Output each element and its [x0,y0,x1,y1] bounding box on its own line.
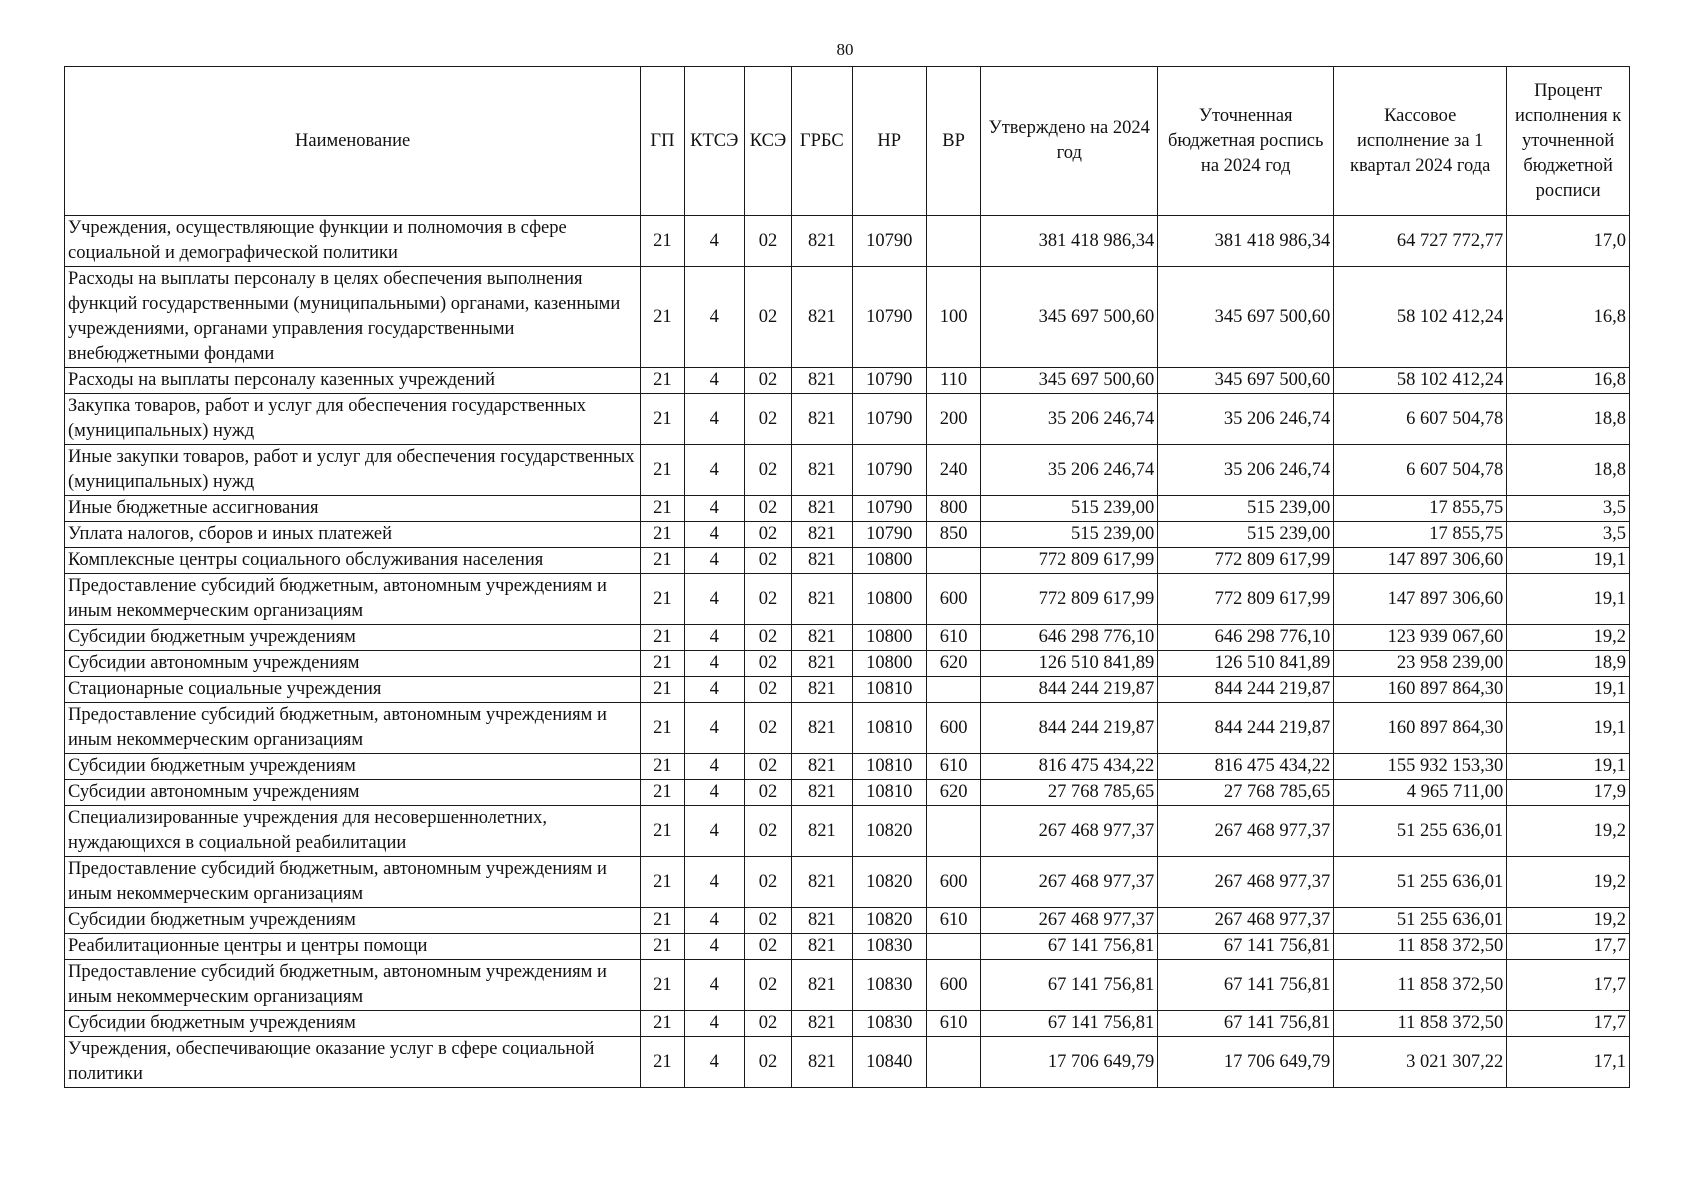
cell-approved: 267 468 977,37 [981,806,1158,857]
cell-nr: 10820 [852,857,926,908]
cell-approved: 381 418 986,34 [981,216,1158,267]
cell-grbs: 821 [792,754,852,780]
cell-nr: 10800 [852,625,926,651]
cell-approved: 772 809 617,99 [981,548,1158,574]
cell-ktse: 4 [684,754,744,780]
cell-approved: 345 697 500,60 [981,368,1158,394]
cell-approved: 27 768 785,65 [981,780,1158,806]
cell-gp: 21 [641,1011,684,1037]
cell-refined: 772 809 617,99 [1158,548,1334,574]
cell-refined: 67 141 756,81 [1158,1011,1334,1037]
cell-refined: 126 510 841,89 [1158,651,1334,677]
cell-ktse: 4 [684,574,744,625]
cell-kse: 02 [744,806,791,857]
header-vr: ВР [926,67,980,216]
cell-percent: 17,1 [1507,1037,1630,1088]
cell-name: Предоставление субсидий бюджетным, автономным учреждениям и иным некоммерческим организациям [65,960,641,1011]
cell-percent: 3,5 [1507,496,1630,522]
cell-grbs: 821 [792,625,852,651]
cell-cash: 17 855,75 [1334,496,1507,522]
cell-name: Субсидии бюджетным учреждениям [65,754,641,780]
cell-vr [926,216,980,267]
cell-approved: 267 468 977,37 [981,857,1158,908]
cell-vr [926,806,980,857]
header-percent: Процент исполнения к уточненной бюджетной росписи [1507,67,1630,216]
cell-nr: 10820 [852,806,926,857]
cell-cash: 147 897 306,60 [1334,574,1507,625]
cell-gp: 21 [641,267,684,368]
header-gp: ГП [641,67,684,216]
cell-nr: 10790 [852,445,926,496]
cell-nr: 10800 [852,651,926,677]
cell-gp: 21 [641,806,684,857]
cell-vr: 620 [926,780,980,806]
cell-vr [926,548,980,574]
cell-ktse: 4 [684,548,744,574]
cell-refined: 345 697 500,60 [1158,267,1334,368]
cell-refined: 816 475 434,22 [1158,754,1334,780]
cell-refined: 267 468 977,37 [1158,806,1334,857]
cell-nr: 10800 [852,574,926,625]
cell-grbs: 821 [792,267,852,368]
cell-kse: 02 [744,548,791,574]
cell-refined: 381 418 986,34 [1158,216,1334,267]
cell-ktse: 4 [684,651,744,677]
cell-cash: 4 965 711,00 [1334,780,1507,806]
cell-nr: 10790 [852,394,926,445]
cell-cash: 17 855,75 [1334,522,1507,548]
header-row [65,67,1630,216]
cell-refined: 267 468 977,37 [1158,908,1334,934]
cell-vr: 850 [926,522,980,548]
cell-refined: 67 141 756,81 [1158,960,1334,1011]
table-row [65,445,1630,496]
cell-ktse: 4 [684,908,744,934]
cell-nr: 10830 [852,934,926,960]
table-row [65,780,1630,806]
cell-cash: 147 897 306,60 [1334,548,1507,574]
cell-approved: 345 697 500,60 [981,267,1158,368]
cell-refined: 27 768 785,65 [1158,780,1334,806]
cell-grbs: 821 [792,548,852,574]
cell-cash: 51 255 636,01 [1334,908,1507,934]
cell-gp: 21 [641,625,684,651]
cell-vr: 600 [926,960,980,1011]
cell-kse: 02 [744,960,791,1011]
cell-ktse: 4 [684,960,744,1011]
header-refined: Уточненная бюджетная роспись на 2024 год [1158,67,1334,216]
table-row [65,625,1630,651]
table-row [65,574,1630,625]
cell-approved: 844 244 219,87 [981,677,1158,703]
cell-approved: 17 706 649,79 [981,1037,1158,1088]
cell-grbs: 821 [792,934,852,960]
cell-vr: 620 [926,651,980,677]
cell-ktse: 4 [684,857,744,908]
cell-refined: 35 206 246,74 [1158,445,1334,496]
cell-name: Учреждения, обеспечивающие оказание услуг в сфере социальной политики [65,1037,641,1088]
table-row [65,394,1630,445]
cell-approved: 67 141 756,81 [981,934,1158,960]
cell-name: Стационарные социальные учреждения [65,677,641,703]
table-row [65,857,1630,908]
cell-nr: 10790 [852,267,926,368]
table-row [65,960,1630,1011]
cell-name: Учреждения, осуществляющие функции и полномочия в сфере социальной и демографической политики [65,216,641,267]
cell-gp: 21 [641,677,684,703]
cell-name: Субсидии автономным учреждениям [65,651,641,677]
header-cash: Кассовое исполнение за 1 квартал 2024 года [1334,67,1507,216]
header-approved: Утверждено на 2024 год [981,67,1158,216]
cell-approved: 772 809 617,99 [981,574,1158,625]
cell-approved: 816 475 434,22 [981,754,1158,780]
cell-approved: 844 244 219,87 [981,703,1158,754]
cell-kse: 02 [744,496,791,522]
cell-kse: 02 [744,857,791,908]
cell-name: Реабилитационные центры и центры помощи [65,934,641,960]
cell-cash: 6 607 504,78 [1334,445,1507,496]
cell-grbs: 821 [792,806,852,857]
cell-vr: 110 [926,368,980,394]
cell-approved: 35 206 246,74 [981,445,1158,496]
cell-percent: 19,2 [1507,625,1630,651]
cell-kse: 02 [744,934,791,960]
cell-cash: 123 939 067,60 [1334,625,1507,651]
cell-nr: 10810 [852,677,926,703]
cell-nr: 10800 [852,548,926,574]
table-row [65,703,1630,754]
cell-nr: 10790 [852,216,926,267]
cell-gp: 21 [641,368,684,394]
cell-percent: 3,5 [1507,522,1630,548]
cell-percent: 19,2 [1507,857,1630,908]
cell-refined: 67 141 756,81 [1158,934,1334,960]
cell-percent: 17,7 [1507,934,1630,960]
cell-name: Иные закупки товаров, работ и услуг для обеспечения государственных (муниципальных) нужд [65,445,641,496]
cell-kse: 02 [744,216,791,267]
cell-ktse: 4 [684,496,744,522]
cell-kse: 02 [744,574,791,625]
cell-percent: 19,1 [1507,548,1630,574]
cell-kse: 02 [744,625,791,651]
cell-approved: 267 468 977,37 [981,908,1158,934]
cell-approved: 515 239,00 [981,522,1158,548]
cell-gp: 21 [641,445,684,496]
cell-ktse: 4 [684,394,744,445]
cell-percent: 19,2 [1507,908,1630,934]
cell-kse: 02 [744,522,791,548]
table-row [65,548,1630,574]
cell-nr: 10830 [852,960,926,1011]
cell-percent: 17,0 [1507,216,1630,267]
cell-name: Предоставление субсидий бюджетным, автономным учреждениям и иным некоммерческим организациям [65,703,641,754]
cell-grbs: 821 [792,574,852,625]
cell-kse: 02 [744,394,791,445]
cell-name: Иные бюджетные ассигнования [65,496,641,522]
cell-vr: 200 [926,394,980,445]
cell-name: Расходы на выплаты персоналу в целях обеспечения выполнения функций государственными (муниципальными) органами, казенными учреждениями, органами управления государственными внебюджетными фондами [65,267,641,368]
header-ktse: КТСЭ [684,67,744,216]
cell-cash: 11 858 372,50 [1334,1011,1507,1037]
cell-vr: 610 [926,908,980,934]
cell-vr: 600 [926,703,980,754]
cell-vr: 600 [926,857,980,908]
cell-cash: 23 958 239,00 [1334,651,1507,677]
cell-nr: 10810 [852,754,926,780]
cell-name: Субсидии автономным учреждениям [65,780,641,806]
cell-nr: 10810 [852,703,926,754]
cell-grbs: 821 [792,960,852,1011]
cell-percent: 17,7 [1507,1011,1630,1037]
cell-percent: 19,1 [1507,703,1630,754]
cell-gp: 21 [641,703,684,754]
cell-ktse: 4 [684,522,744,548]
cell-refined: 35 206 246,74 [1158,394,1334,445]
cell-nr: 10790 [852,496,926,522]
table-row [65,496,1630,522]
header-kse: КСЭ [744,67,791,216]
cell-vr: 610 [926,754,980,780]
cell-ktse: 4 [684,934,744,960]
table-row [65,1037,1630,1088]
cell-vr: 600 [926,574,980,625]
cell-refined: 267 468 977,37 [1158,857,1334,908]
header-grbs: ГРБС [792,67,852,216]
cell-percent: 18,8 [1507,445,1630,496]
cell-kse: 02 [744,703,791,754]
cell-vr: 240 [926,445,980,496]
cell-cash: 58 102 412,24 [1334,267,1507,368]
cell-vr: 610 [926,1011,980,1037]
cell-nr: 10790 [852,522,926,548]
cell-kse: 02 [744,651,791,677]
header-name: Наименование [65,67,641,216]
cell-vr [926,934,980,960]
cell-ktse: 4 [684,806,744,857]
cell-approved: 67 141 756,81 [981,960,1158,1011]
cell-vr [926,677,980,703]
cell-name: Специализированные учреждения для несовершеннолетних, нуждающихся в социальной реабилитации [65,806,641,857]
cell-refined: 17 706 649,79 [1158,1037,1334,1088]
cell-ktse: 4 [684,703,744,754]
cell-refined: 515 239,00 [1158,496,1334,522]
cell-kse: 02 [744,267,791,368]
cell-kse: 02 [744,780,791,806]
cell-grbs: 821 [792,1037,852,1088]
table-row [65,908,1630,934]
cell-ktse: 4 [684,780,744,806]
cell-nr: 10830 [852,1011,926,1037]
cell-kse: 02 [744,677,791,703]
cell-kse: 02 [744,754,791,780]
cell-percent: 19,1 [1507,754,1630,780]
cell-ktse: 4 [684,445,744,496]
cell-kse: 02 [744,1011,791,1037]
cell-grbs: 821 [792,394,852,445]
cell-grbs: 821 [792,651,852,677]
cell-cash: 155 932 153,30 [1334,754,1507,780]
cell-vr: 800 [926,496,980,522]
cell-kse: 02 [744,445,791,496]
cell-gp: 21 [641,394,684,445]
cell-nr: 10840 [852,1037,926,1088]
cell-cash: 11 858 372,50 [1334,934,1507,960]
cell-grbs: 821 [792,857,852,908]
table-row [65,216,1630,267]
cell-cash: 51 255 636,01 [1334,857,1507,908]
table-row [65,934,1630,960]
table-row [65,651,1630,677]
cell-cash: 3 021 307,22 [1334,1037,1507,1088]
cell-grbs: 821 [792,677,852,703]
cell-kse: 02 [744,1037,791,1088]
cell-grbs: 821 [792,216,852,267]
cell-cash: 11 858 372,50 [1334,960,1507,1011]
cell-gp: 21 [641,651,684,677]
cell-name: Уплата налогов, сборов и иных платежей [65,522,641,548]
cell-ktse: 4 [684,368,744,394]
cell-refined: 772 809 617,99 [1158,574,1334,625]
table-row [65,677,1630,703]
cell-name: Предоставление субсидий бюджетным, автономным учреждениям и иным некоммерческим организациям [65,857,641,908]
cell-cash: 160 897 864,30 [1334,703,1507,754]
cell-refined: 345 697 500,60 [1158,368,1334,394]
cell-name: Расходы на выплаты персоналу казенных учреждений [65,368,641,394]
cell-name: Комплексные центры социального обслуживания населения [65,548,641,574]
cell-gp: 21 [641,754,684,780]
cell-ktse: 4 [684,1037,744,1088]
cell-cash: 160 897 864,30 [1334,677,1507,703]
cell-refined: 515 239,00 [1158,522,1334,548]
cell-grbs: 821 [792,368,852,394]
cell-gp: 21 [641,522,684,548]
budget-table [64,66,1630,1088]
cell-gp: 21 [641,574,684,625]
cell-cash: 64 727 772,77 [1334,216,1507,267]
cell-gp: 21 [641,496,684,522]
cell-gp: 21 [641,908,684,934]
table-row [65,267,1630,368]
cell-grbs: 821 [792,703,852,754]
cell-cash: 58 102 412,24 [1334,368,1507,394]
table-row [65,806,1630,857]
cell-ktse: 4 [684,267,744,368]
cell-kse: 02 [744,908,791,934]
cell-kse: 02 [744,368,791,394]
table-row [65,522,1630,548]
cell-grbs: 821 [792,908,852,934]
cell-vr: 610 [926,625,980,651]
cell-cash: 51 255 636,01 [1334,806,1507,857]
table-row [65,1011,1630,1037]
header-nr: НР [852,67,926,216]
cell-name: Субсидии бюджетным учреждениям [65,1011,641,1037]
cell-nr: 10790 [852,368,926,394]
cell-approved: 35 206 246,74 [981,394,1158,445]
cell-percent: 18,9 [1507,651,1630,677]
cell-percent: 19,2 [1507,806,1630,857]
cell-approved: 515 239,00 [981,496,1158,522]
cell-grbs: 821 [792,1011,852,1037]
cell-grbs: 821 [792,780,852,806]
cell-grbs: 821 [792,445,852,496]
cell-percent: 17,7 [1507,960,1630,1011]
cell-refined: 646 298 776,10 [1158,625,1334,651]
cell-percent: 16,8 [1507,267,1630,368]
cell-gp: 21 [641,857,684,908]
cell-approved: 67 141 756,81 [981,1011,1158,1037]
cell-nr: 10820 [852,908,926,934]
page-number: 80 [836,40,854,59]
cell-name: Субсидии бюджетным учреждениям [65,908,641,934]
cell-gp: 21 [641,960,684,1011]
cell-ktse: 4 [684,216,744,267]
table-row [65,368,1630,394]
cell-percent: 19,1 [1507,677,1630,703]
cell-grbs: 821 [792,522,852,548]
cell-name: Предоставление субсидий бюджетным, автономным учреждениям и иным некоммерческим организациям [65,574,641,625]
table-row [65,754,1630,780]
cell-vr [926,1037,980,1088]
cell-vr: 100 [926,267,980,368]
cell-ktse: 4 [684,625,744,651]
cell-percent: 19,1 [1507,574,1630,625]
cell-refined: 844 244 219,87 [1158,677,1334,703]
cell-refined: 844 244 219,87 [1158,703,1334,754]
cell-ktse: 4 [684,1011,744,1037]
cell-ktse: 4 [684,677,744,703]
cell-percent: 18,8 [1507,394,1630,445]
cell-gp: 21 [641,548,684,574]
cell-cash: 6 607 504,78 [1334,394,1507,445]
cell-percent: 17,9 [1507,780,1630,806]
cell-approved: 646 298 776,10 [981,625,1158,651]
cell-name: Субсидии бюджетным учреждениям [65,625,641,651]
cell-gp: 21 [641,1037,684,1088]
cell-grbs: 821 [792,496,852,522]
cell-nr: 10810 [852,780,926,806]
cell-approved: 126 510 841,89 [981,651,1158,677]
cell-gp: 21 [641,216,684,267]
cell-percent: 16,8 [1507,368,1630,394]
cell-gp: 21 [641,780,684,806]
cell-gp: 21 [641,934,684,960]
cell-name: Закупка товаров, работ и услуг для обеспечения государственных (муниципальных) нужд [65,394,641,445]
